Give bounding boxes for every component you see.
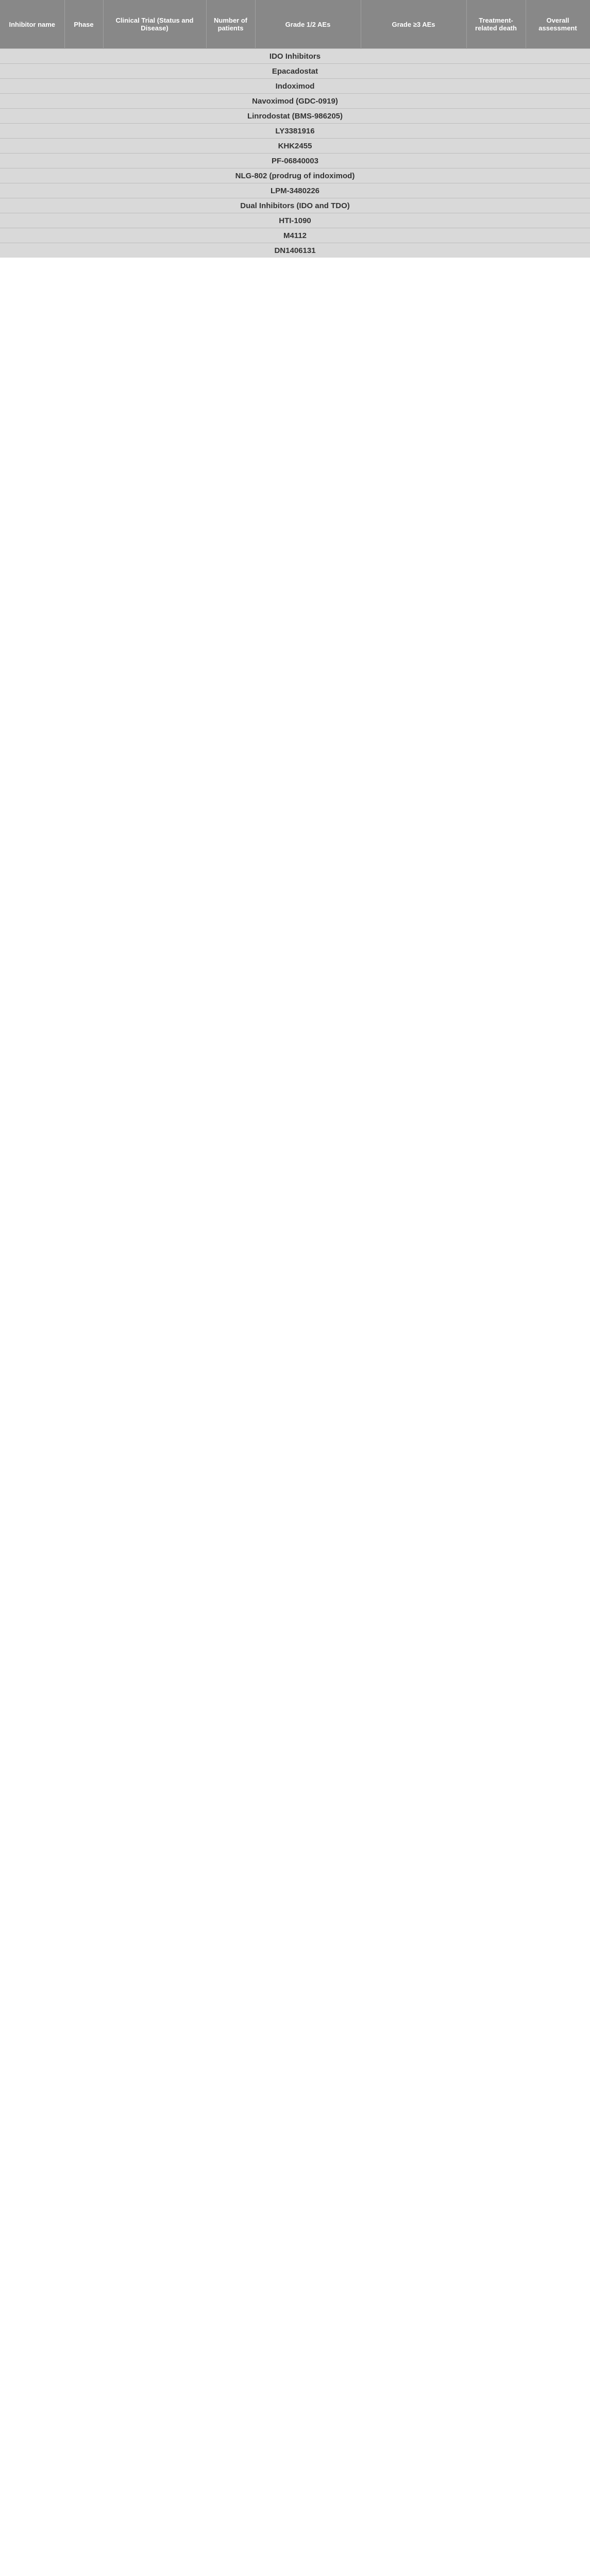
section-title: M4112 — [0, 228, 590, 243]
section-header-row — [0, 243, 590, 258]
section-title: HTI-1090 — [0, 213, 590, 228]
section-title: LY3381916 — [0, 124, 590, 139]
section-title: Epacadostat — [0, 64, 590, 79]
section-header-row — [0, 49, 590, 64]
section-header-row — [0, 79, 590, 94]
section-header-row — [0, 198, 590, 213]
header-grade-1-2-aes: Grade 1/2 AEs — [255, 0, 361, 49]
header-phase: Phase — [64, 0, 103, 49]
section-header-row — [0, 228, 590, 243]
header-grade-3-aes: Grade ≥3 AEs — [361, 0, 466, 49]
section-header-row — [0, 94, 590, 109]
table-header-row — [0, 0, 590, 49]
header-treatment-related-death: Treatment-related death — [466, 0, 526, 49]
section-title: LPM-3480226 — [0, 183, 590, 198]
section-header-row — [0, 139, 590, 154]
header-number-of-patients: Number of patients — [206, 0, 255, 49]
section-header-row — [0, 64, 590, 79]
header-inhibitor-name: Inhibitor name — [0, 0, 64, 49]
section-title: NLG-802 (prodrug of indoximod) — [0, 168, 590, 183]
header-overall-assessment: Overall assessment — [526, 0, 590, 49]
section-title: Indoximod — [0, 79, 590, 94]
section-header-row — [0, 109, 590, 124]
section-title: DN1406131 — [0, 243, 590, 258]
section-header-row — [0, 168, 590, 183]
header-clinical-trial: Clinical Trial (Status and Disease) — [103, 0, 206, 49]
section-header-row — [0, 124, 590, 139]
table-body — [0, 49, 590, 258]
section-title: PF-06840003 — [0, 154, 590, 168]
group-banner-dual: Dual Inhibitors (IDO and TDO) — [0, 198, 590, 213]
inhibitor-table — [0, 0, 590, 258]
section-title: KHK2455 — [0, 139, 590, 154]
section-header-row — [0, 213, 590, 228]
section-header-row — [0, 154, 590, 168]
section-title: Linrodostat (BMS-986205) — [0, 109, 590, 124]
section-title: Navoximod (GDC-0919) — [0, 94, 590, 109]
section-header-row — [0, 183, 590, 198]
group-banner: IDO Inhibitors — [0, 49, 590, 64]
